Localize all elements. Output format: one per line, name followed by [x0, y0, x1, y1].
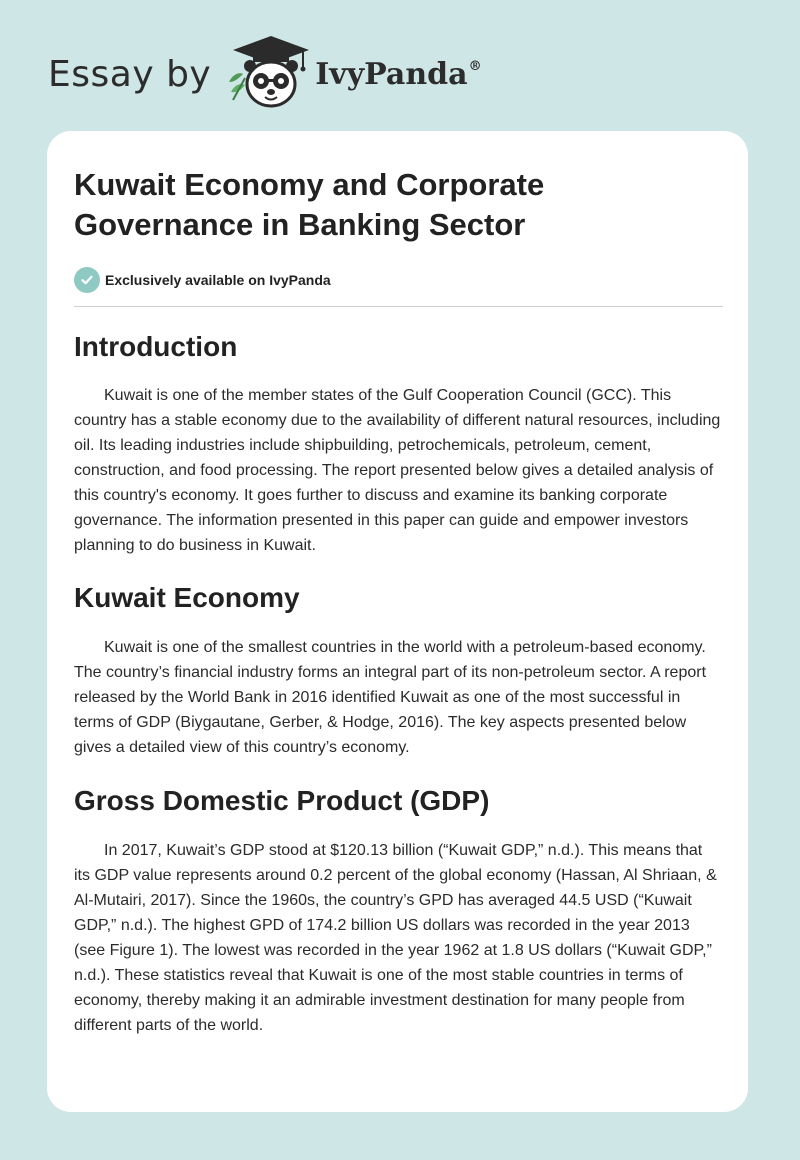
section-heading: Gross Domestic Product (GDP)	[74, 785, 490, 816]
section-heading: Introduction	[74, 331, 238, 362]
section-paragraph: In 2017, Kuwait’s GDP stood at $120.13 billion (“Kuwait GDP,” n.d.). This means that its GDP value represents around 0.2 percent of the global economy (Hassan, Al Shriaan, & Al-Mutairi, 2017). Since the 1960s, the country’s GPD has averaged 44.5 USD (“Kuwait GDP,” n.d.). The highest GPD of 174.2 billion US dollars was recorded in the year 2013 (see Figure 1). The lowest was recorded in the year 1962 at 1.8 US dollars (“Kuwait GDP,” n.d.). These statistics reveal that Kuwait is one of the most stable countries in terms of economy, thereby making it an admirable investment destination for many people from different parts of the world.	[74, 842, 717, 1034]
brand-name[interactable]	[315, 57, 481, 92]
exclusive-badge	[74, 267, 722, 293]
section-gdp	[74, 784, 722, 1038]
section-kuwait-economy	[74, 581, 722, 760]
essay-by-label: Essay by	[48, 53, 212, 95]
section-paragraph: Kuwait is one of the member states of the Gulf Cooperation Council (GCC). This country has a stable economy due to the availability of different natural resources, including oil. Its leading industries include shipbuilding, petrochemicals, petroleum, cement, construction, and food processing. The report presented below gives a detailed analysis of this country's economy. It goes further to discuss and examine its banking corporate governance. The information presented in this paper can guide and empower investors planning to do business in Kuwait.	[74, 387, 721, 554]
divider	[74, 306, 723, 307]
site-header	[48, 34, 508, 114]
section-paragraph: Kuwait is one of the smallest countries in the world with a petroleum-based economy. The country’s financial industry forms an integral part of its non-petroleum sector. A report released by the World Bank in 2016 identified Kuwait as one of the most successful in terms of GDP (Biygautane, Gerber, & Hodge, 2016). The key aspects presented below gives a detailed view of this country’s economy.	[74, 639, 707, 756]
article-title: Kuwait Economy and Corporate Governance in Banking Sector	[74, 167, 545, 242]
panda-logo-icon[interactable]	[223, 34, 319, 110]
registered-mark: ®	[468, 58, 482, 74]
exclusive-text: Exclusively available on IvyPanda	[105, 272, 331, 288]
section-introduction	[74, 330, 722, 558]
article-card	[47, 131, 748, 1112]
section-heading: Kuwait Economy	[74, 582, 300, 613]
check-circle-icon	[74, 267, 100, 293]
brand-text: IvyPanda	[315, 56, 468, 92]
